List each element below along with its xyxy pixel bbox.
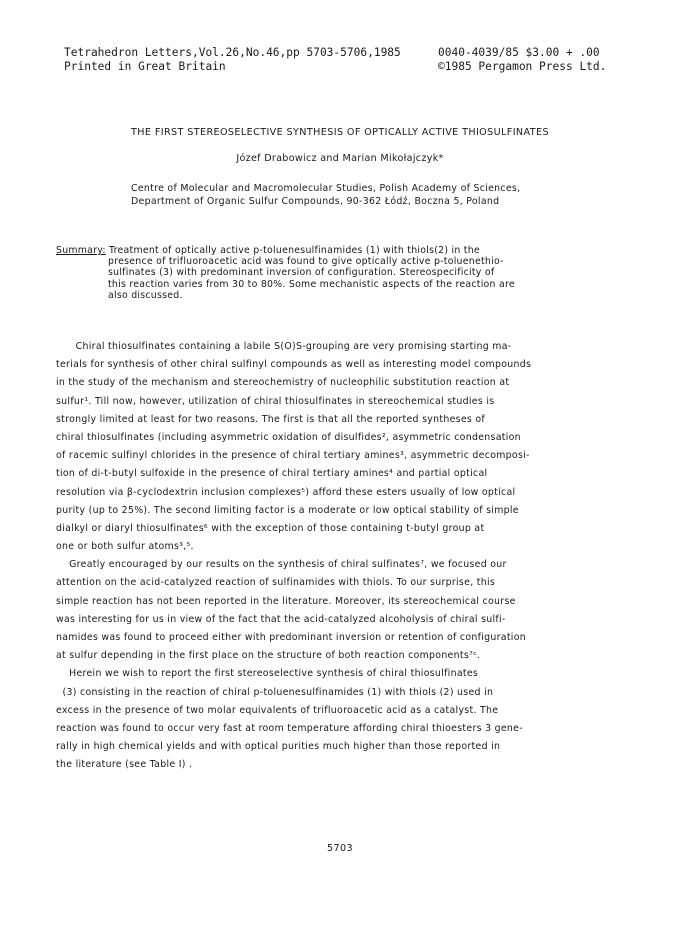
authors: Józef Drabowicz and Marian Mikołajczyk* [236,153,444,164]
summary-line: this reaction varies from 30 to 80%. Some mechanistic aspects of the reaction are [108,278,515,290]
body-line: strongly limited at least for two reasons. The first is that all the reported syntheses of [56,413,485,425]
body-line: one or both sulfur atoms³,⁵. [56,541,194,553]
summary-line: also discussed. [108,289,183,301]
summary-label: Summary: [56,245,106,256]
journal-citation: Tetrahedron Letters,Vol.26,No.46,pp 5703-5706,1985 [64,46,401,59]
body-line: attention on the acid-catalyzed reaction of sulfinamides with thiols. To our surprise, this [56,577,496,589]
body-line: resolution via β-cyclodextrin inclusion complexes⁵) afford these esters usually of low optical [56,486,516,498]
body-line: Greatly encouraged by our results on the synthesis of chiral sulfinates⁷, we focused our [56,559,507,571]
body-line: at sulfur depending in the first place on the structure of both reaction components⁷ᶜ. [56,650,481,662]
summary-line [56,245,626,256]
body-line: namides was found to proceed either with predominant inversion or retention of configuration [56,632,526,643]
issn-price: 0040-4039/85 $3.00 + .00 [438,46,600,59]
body-line: (3) consisting in the reaction of chiral p-toluenesulfinamides (1) with thiols (2) used in [56,686,494,698]
summary-line: sulfinates (3) with predominant inversion of configuration. Stereospecificity of [108,267,495,279]
body-line: chiral thiosulfinates (including asymmetric oxidation of disulfides², asymmetric condensation [56,431,521,443]
body-line: of racemic sulfinyl chlorides in the presence of chiral tertiary amines³, asymmetric decomposi- [56,450,530,462]
body-line: rally in high chemical yields and with optical purities much higher than those reported in [56,741,501,753]
summary-text: Treatment of optically active p-toluenesulfinamides (1) with thiols(2) in the [105,245,480,256]
body-text [56,338,626,775]
paper-title: THE FIRST STEREOSELECTIVE SYNTHESIS OF OPTICALLY ACTIVE THIOSULFINATES [131,127,549,138]
body-line: reaction was found to occur very fast at room temperature affording chiral thioesters 3 gene- [56,722,523,734]
body-line: was interesting for us in view of the fact that the acid-catalyzed alcoholysis of chiral sulfi- [56,613,506,625]
body-line: excess in the presence of two molar equivalents of trifluoroacetic acid as a catalyst. The [56,704,499,716]
summary-block [56,245,626,301]
printed-in: Printed in Great Britain [64,60,226,73]
summary-line: presence of trifluoroacetic acid was found to give optically active p-toluenethio- [108,256,504,268]
body-line: terials for synthesis of other chiral sulfinyl compounds as well as interesting model compounds [56,359,532,371]
copyright: ©1985 Pergamon Press Ltd. [438,60,607,73]
body-line: in the study of the mechanism and stereochemistry of nucleophilic substitution reaction at [56,377,510,389]
affiliation-line-1: Centre of Molecular and Macromolecular Studies, Polish Academy of Sciences, [131,183,521,194]
body-line: purity (up to 25%). The second limiting factor is a moderate or low optical stability of simple [56,504,519,516]
body-line: dialkyl or diaryl thiosulfinates⁶ with the exception of those containing t-butyl group at [56,522,485,534]
body-line: sulfur¹. Till now, however, utilization of chiral thiosulfinates in stereochemical studies is [56,395,495,407]
affiliation-line-2: Department of Organic Sulfur Compounds, 90-362 Łódź, Boczna 5, Poland [131,196,500,207]
page-number: 5703 [326,843,353,854]
body-line: Herein we wish to report the first stereoselective synthesis of chiral thiosulfinates [56,668,479,680]
body-line: tion of di-t-butyl sulfoxide in the presence of chiral tertiary amines⁴ and partial optical [56,468,488,480]
body-line: the literature (see Table I) . [56,759,193,771]
body-line: simple reaction has not been reported in the literature. Moreover, its stereochemical course [56,595,516,607]
body-line: Chiral thiosulfinates containing a labile S(O)S-grouping are very promising starting ma- [56,341,512,352]
